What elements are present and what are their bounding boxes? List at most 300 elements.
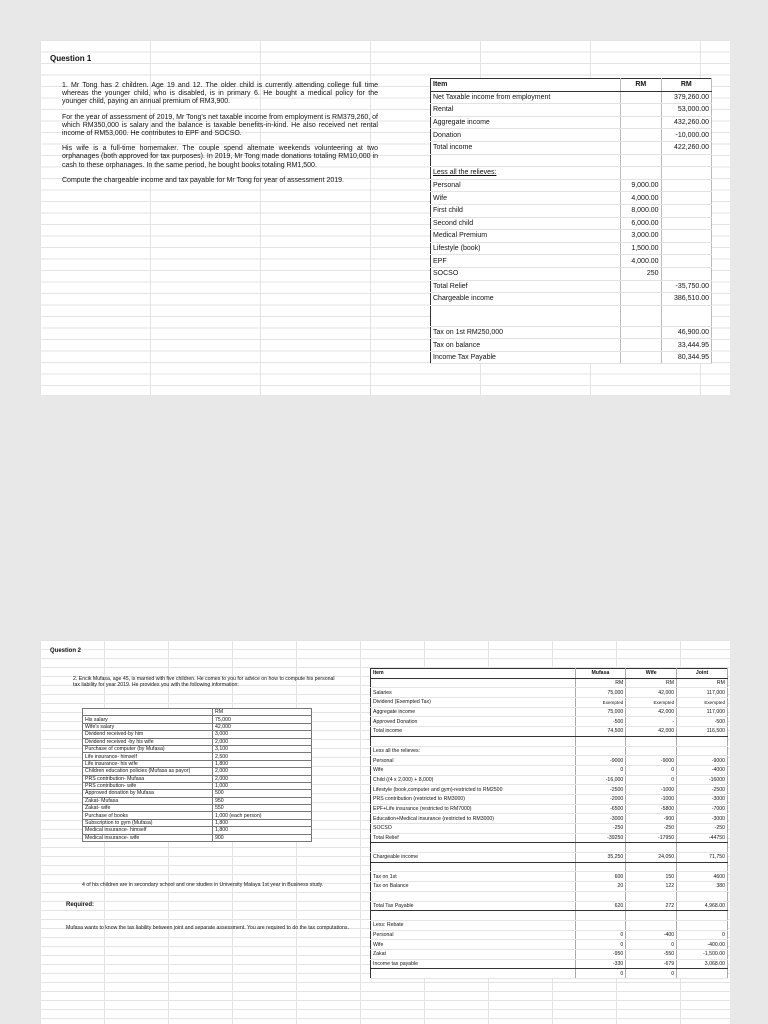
item-cell: Income tax payable	[371, 959, 576, 969]
question-1-tax-table	[430, 78, 712, 364]
item-cell: Less all the relieves:	[371, 746, 576, 756]
info-amount-cell: 2,000	[213, 775, 312, 782]
amount-cell: -400	[626, 930, 677, 940]
amount-cell: -500	[677, 717, 728, 727]
item-cell: Tax on balance	[431, 339, 621, 352]
problem-paragraph: His wife is a full-time homemaker. The couple spend alternate weekends volunteering at two orphanages (both approved for tax purposes). In 2019, Mr Tong made donations totaling RM10,000 in cash to these orphanages. In the same period, he bought books totaling RM1,500.	[62, 145, 378, 169]
amount-cell: 0	[626, 940, 677, 950]
info-amount-cell: 1,800	[213, 760, 312, 767]
question-2-intro: 2. Encik Mufasa, age 45, is married with five children. He comes to you for advice on how to compute his personal tax liability for year 2019. He provides you with the following information:	[73, 676, 335, 688]
table-row	[371, 727, 728, 737]
amount-cell	[575, 736, 626, 746]
item-cell: Chargeable income	[431, 293, 621, 306]
table-row	[371, 698, 728, 708]
amount-cell	[626, 736, 677, 746]
table-row	[371, 707, 728, 717]
table-row	[431, 104, 712, 117]
table-row	[371, 959, 728, 969]
info-amount-cell: 3,000	[213, 731, 312, 738]
item-cell: Lifestyle (book)	[431, 242, 621, 255]
info-amount-cell: RM	[213, 709, 312, 716]
amount-cell	[677, 843, 728, 853]
amount-cell: -500	[575, 717, 626, 727]
amount-cell: 33,444.95	[661, 339, 711, 352]
amount-cell: -9000	[575, 756, 626, 766]
amount-cell: 75,000	[575, 707, 626, 717]
table-row	[371, 930, 728, 940]
info-item-cell: Dividend received-by him	[83, 731, 213, 738]
info-item-cell: Dividend received -by his wife	[83, 738, 213, 745]
amount-cell: -17950	[626, 833, 677, 843]
table-row	[371, 882, 728, 892]
table-row	[431, 280, 712, 293]
amount-cell	[626, 920, 677, 930]
table-row	[371, 911, 728, 921]
item-cell: PRS contribution (restricted to RM3000)	[371, 794, 576, 804]
info-row	[83, 797, 312, 804]
amount-cell	[621, 339, 662, 352]
item-cell	[371, 969, 576, 979]
amount-cell	[661, 192, 711, 205]
header-cell: Wife	[626, 669, 677, 679]
problem-paragraph: 1. Mr Tong has 2 children. Age 19 and 12. The older child is currently attending college full time whereas the younger child, who is disabled, is in primary 6. He bought a medical policy for the younger child, paying an annual premium of RM3,900.	[62, 82, 378, 106]
amount-cell: -400.00	[677, 940, 728, 950]
item-cell: Tax on Balance	[371, 882, 576, 892]
info-amount-cell: 950	[213, 797, 312, 804]
table-row	[371, 843, 728, 853]
item-cell: Less all the relieves:	[431, 167, 621, 180]
amount-cell	[621, 293, 662, 306]
table-row	[371, 901, 728, 911]
table-row	[371, 891, 728, 901]
amount-cell: 20	[575, 882, 626, 892]
item-cell: Personal	[431, 179, 621, 192]
info-row	[83, 805, 312, 812]
table-row	[371, 736, 728, 746]
item-cell	[371, 843, 576, 853]
item-cell: Total Relief	[431, 280, 621, 293]
info-amount-cell: 1,000 (each person)	[213, 812, 312, 819]
info-item-cell: Zakat- wife	[83, 805, 213, 812]
item-cell: Chargeable income	[371, 853, 576, 863]
info-header-row	[83, 709, 312, 716]
amount-cell: 8,000.00	[621, 204, 662, 217]
table-row	[431, 154, 712, 167]
amount-cell: RM	[626, 678, 677, 688]
info-amount-cell: 3,100	[213, 745, 312, 752]
table-header-row	[371, 669, 728, 679]
amount-cell: 272	[626, 901, 677, 911]
amount-cell	[621, 91, 662, 104]
info-amount-cell: 1,000	[213, 782, 312, 789]
amount-cell: 117,000	[677, 707, 728, 717]
question-2-info-table	[82, 708, 312, 842]
info-item-cell: Zakat- Mufasa	[83, 797, 213, 804]
table-row	[431, 217, 712, 230]
table-row	[431, 351, 712, 364]
info-item-cell: PRS contribution- wife	[83, 782, 213, 789]
item-cell: SOCSO	[431, 267, 621, 280]
amount-cell: 379,260.00	[661, 91, 711, 104]
amount-cell: 42,000	[626, 688, 677, 698]
item-cell	[431, 154, 621, 167]
amount-cell: -1000	[626, 785, 677, 795]
item-cell: Total income	[371, 727, 576, 737]
table-row	[371, 678, 728, 688]
item-cell	[371, 678, 576, 688]
item-cell	[371, 891, 576, 901]
info-amount-cell: 550	[213, 805, 312, 812]
amount-cell: Exempted	[626, 698, 677, 708]
header-cell: Mufasa	[575, 669, 626, 679]
question-2-sheet	[40, 640, 730, 1024]
amount-cell: Exempted	[677, 698, 728, 708]
amount-cell: -250	[575, 824, 626, 834]
amount-cell	[621, 154, 662, 167]
question-2-required: Mufasa wants to know the tax liability between joint and separate assessment. You are required to do the tax computations.	[66, 925, 349, 931]
amount-cell: -250	[677, 824, 728, 834]
info-row	[83, 812, 312, 819]
info-row	[83, 745, 312, 752]
info-row	[83, 775, 312, 782]
item-cell: Donation	[431, 129, 621, 142]
info-amount-cell: 900	[213, 834, 312, 841]
amount-cell: -250	[626, 824, 677, 834]
table-row	[371, 688, 728, 698]
amount-cell: 42,000	[626, 707, 677, 717]
info-row	[83, 738, 312, 745]
amount-cell: -3000	[677, 794, 728, 804]
amount-cell: 75,000	[575, 688, 626, 698]
amount-cell: 3,000.00	[621, 230, 662, 243]
amount-cell	[621, 129, 662, 142]
amount-cell: 4,000.00	[621, 255, 662, 268]
info-row	[83, 790, 312, 797]
info-item-cell: Life insurance- himself	[83, 753, 213, 760]
info-row	[83, 834, 312, 841]
item-cell: Net Taxable income from employment	[431, 91, 621, 104]
question-2-tax-table	[370, 668, 728, 979]
header-cell: Item	[431, 79, 621, 92]
amount-cell: -3000	[677, 814, 728, 824]
info-amount-cell: 42,000	[213, 723, 312, 730]
item-cell: Tax on 1st	[371, 872, 576, 882]
info-row	[83, 827, 312, 834]
amount-cell: -2500	[677, 785, 728, 795]
amount-cell: 3,068.00	[677, 959, 728, 969]
amount-cell: -6500	[575, 804, 626, 814]
amount-cell: -10,000.00	[661, 129, 711, 142]
amount-cell	[677, 920, 728, 930]
item-cell: Approved Donation	[371, 717, 576, 727]
required-label: Required:	[66, 902, 95, 908]
item-cell: EPF	[431, 255, 621, 268]
info-amount-cell: 2,000	[213, 738, 312, 745]
table-row	[431, 179, 712, 192]
amount-cell: 122	[626, 882, 677, 892]
table-row	[371, 775, 728, 785]
amount-cell: -5800	[626, 804, 677, 814]
amount-cell	[621, 326, 662, 339]
amount-cell: RM	[677, 678, 728, 688]
amount-cell: 24,050	[626, 853, 677, 863]
table-row	[371, 949, 728, 959]
amount-cell: 620	[575, 901, 626, 911]
item-cell: Medical Premium	[431, 230, 621, 243]
amount-cell: 0	[575, 969, 626, 979]
table-row	[431, 192, 712, 205]
table-row	[371, 785, 728, 795]
header-cell: RM	[661, 79, 711, 92]
amount-cell: 432,260.00	[661, 116, 711, 129]
header-cell: Joint	[677, 669, 728, 679]
item-cell: Dividend (Exempted Tax)	[371, 698, 576, 708]
amount-cell: -16000	[677, 775, 728, 785]
question-2-note: 4 of his children are in secondary school and one studies in University Malaya 1st year in Business study.	[82, 882, 324, 888]
amount-cell: 0	[677, 930, 728, 940]
info-row	[83, 782, 312, 789]
amount-cell: 9,000.00	[621, 179, 662, 192]
question-1-title: Question 1	[50, 54, 92, 63]
table-row	[371, 804, 728, 814]
amount-cell: -1000	[626, 794, 677, 804]
amount-cell	[626, 843, 677, 853]
amount-cell: 35,250	[575, 853, 626, 863]
amount-cell: 71,750	[677, 853, 728, 863]
table-row	[371, 920, 728, 930]
info-item-cell: Purchase of books	[83, 812, 213, 819]
amount-cell: -35,750.00	[661, 280, 711, 293]
table-row	[431, 141, 712, 154]
item-cell: Aggregate income	[371, 707, 576, 717]
amount-cell: Exempted	[575, 698, 626, 708]
amount-cell: -900	[626, 814, 677, 824]
table-row	[371, 717, 728, 727]
table-row	[371, 862, 728, 872]
amount-cell: -3000	[575, 814, 626, 824]
amount-cell: 0	[575, 940, 626, 950]
item-cell	[431, 305, 621, 326]
amount-cell: -1,500.00	[677, 949, 728, 959]
problem-paragraph: Compute the chargeable income and tax payable for Mr Tong for year of assessment 2019.	[62, 176, 344, 184]
item-cell	[371, 911, 576, 921]
amount-cell: 46,900.00	[661, 326, 711, 339]
amount-cell	[575, 891, 626, 901]
info-amount-cell: 2,500	[213, 753, 312, 760]
amount-cell: RM	[575, 678, 626, 688]
amount-cell: 0	[575, 765, 626, 775]
amount-cell	[626, 862, 677, 872]
table-row	[371, 824, 728, 834]
table-row	[371, 814, 728, 824]
amount-cell: 0	[626, 775, 677, 785]
amount-cell	[677, 746, 728, 756]
item-cell: Zakat	[371, 949, 576, 959]
header-cell: Item	[371, 669, 576, 679]
item-cell: Income Tax Payable	[431, 351, 621, 364]
amount-cell: 150	[626, 872, 677, 882]
table-row	[371, 872, 728, 882]
item-cell: Rental	[431, 104, 621, 117]
item-cell: Wife	[371, 765, 576, 775]
info-item-cell: Wife's salary	[83, 723, 213, 730]
info-amount-cell: 1,800	[213, 819, 312, 826]
item-cell: Salaries	[371, 688, 576, 698]
amount-cell	[661, 154, 711, 167]
amount-cell	[677, 891, 728, 901]
amount-cell	[661, 230, 711, 243]
item-cell: Aggregate income	[431, 116, 621, 129]
amount-cell	[621, 141, 662, 154]
amount-cell: -330	[575, 959, 626, 969]
table-row	[371, 940, 728, 950]
question-1-sheet	[40, 40, 730, 395]
amount-cell	[677, 736, 728, 746]
amount-cell: 116,500	[677, 727, 728, 737]
amount-cell	[677, 969, 728, 979]
amount-cell	[661, 267, 711, 280]
info-amount-cell: 2,000	[213, 768, 312, 775]
item-cell	[371, 862, 576, 872]
table-row	[431, 116, 712, 129]
amount-cell: 117,000	[677, 688, 728, 698]
amount-cell	[661, 179, 711, 192]
amount-cell: -2500	[575, 785, 626, 795]
amount-cell: 4600	[677, 872, 728, 882]
table-row	[431, 242, 712, 255]
amount-cell: -16,000	[575, 775, 626, 785]
item-cell	[371, 736, 576, 746]
table-row	[371, 756, 728, 766]
amount-cell: 0	[626, 765, 677, 775]
info-item-cell: Medical insurance- himself	[83, 827, 213, 834]
item-cell: Total Relief	[371, 833, 576, 843]
info-item-cell: Subscription to gym (Mufasa)	[83, 819, 213, 826]
table-row	[431, 326, 712, 339]
amount-cell: 4,000.00	[621, 192, 662, 205]
question-2-title: Question 2	[50, 648, 82, 654]
amount-cell: 422,260.00	[661, 141, 711, 154]
amount-cell	[626, 746, 677, 756]
amount-cell: 380	[677, 882, 728, 892]
amount-cell: -550	[626, 949, 677, 959]
amount-cell: -9000	[626, 756, 677, 766]
amount-cell: 1,500.00	[621, 242, 662, 255]
amount-cell: 0	[575, 930, 626, 940]
table-row	[371, 853, 728, 863]
item-cell: Less: Rebate	[371, 920, 576, 930]
amount-cell	[575, 746, 626, 756]
amount-cell: -2000	[575, 794, 626, 804]
table-row	[431, 91, 712, 104]
item-cell: Education+Medical insurance (restricted to RM3000)	[371, 814, 576, 824]
item-cell: First child	[431, 204, 621, 217]
amount-cell: 386,510.00	[661, 293, 711, 306]
amount-cell: -7000	[677, 804, 728, 814]
amount-cell: 53,000.00	[661, 104, 711, 117]
info-item-cell: Approved donation by Mufasa	[83, 790, 213, 797]
amount-cell	[661, 242, 711, 255]
amount-cell: -950	[575, 949, 626, 959]
item-cell: Personal	[371, 756, 576, 766]
table-row	[431, 339, 712, 352]
info-item-cell: Life insurance- his wife	[83, 760, 213, 767]
amount-cell: -	[626, 717, 677, 727]
table-row	[431, 129, 712, 142]
info-amount-cell: 1,800	[213, 827, 312, 834]
item-cell: Wife	[431, 192, 621, 205]
amount-cell	[661, 217, 711, 230]
amount-cell	[575, 862, 626, 872]
amount-cell	[661, 167, 711, 180]
amount-cell: 4,968.00	[677, 901, 728, 911]
item-cell: Wife	[371, 940, 576, 950]
table-row	[371, 794, 728, 804]
amount-cell: -44750	[677, 833, 728, 843]
table-row	[371, 833, 728, 843]
amount-cell	[621, 167, 662, 180]
item-cell: Child ((4 x 2,000) + 8,000)	[371, 775, 576, 785]
info-row	[83, 731, 312, 738]
amount-cell: 6,000.00	[621, 217, 662, 230]
amount-cell	[661, 255, 711, 268]
info-row	[83, 716, 312, 723]
info-row	[83, 768, 312, 775]
amount-cell	[621, 116, 662, 129]
amount-cell	[575, 911, 626, 921]
item-cell: Personal	[371, 930, 576, 940]
table-header-row	[431, 79, 712, 92]
amount-cell	[626, 891, 677, 901]
amount-cell: 0	[626, 969, 677, 979]
item-cell: Total Tax Payable	[371, 901, 576, 911]
info-item-cell	[83, 709, 213, 716]
item-cell: Second child	[431, 217, 621, 230]
amount-cell	[575, 920, 626, 930]
info-amount-cell: 500	[213, 790, 312, 797]
amount-cell	[575, 843, 626, 853]
question-1-problem	[62, 82, 378, 192]
item-cell: Total income	[431, 141, 621, 154]
table-row	[371, 969, 728, 979]
amount-cell	[621, 351, 662, 364]
amount-cell	[621, 104, 662, 117]
info-row	[83, 819, 312, 826]
table-row	[431, 255, 712, 268]
amount-cell: -4000	[677, 765, 728, 775]
table-row	[431, 230, 712, 243]
info-amount-cell: 75,000	[213, 716, 312, 723]
info-row	[83, 760, 312, 767]
amount-cell: 74,500	[575, 727, 626, 737]
amount-cell	[677, 862, 728, 872]
header-cell: RM	[621, 79, 662, 92]
table-row	[371, 746, 728, 756]
info-item-cell: Purchase of computer (by Mufasa)	[83, 745, 213, 752]
table-row	[431, 267, 712, 280]
amount-cell	[661, 204, 711, 217]
table-row	[371, 765, 728, 775]
info-item-cell: His salary	[83, 716, 213, 723]
amount-cell: 600	[575, 872, 626, 882]
amount-cell: -39250	[575, 833, 626, 843]
problem-paragraph: For the year of assessment of 2019, Mr Tong's net taxable income from employment is RM379,260, of which RM350,000 is salary and the balance is taxable benefits-in-kind. He also received net rental income of RM53,000. He contributes to EPF and SOCSO.	[62, 113, 378, 138]
table-row	[431, 204, 712, 217]
amount-cell	[621, 280, 662, 293]
amount-cell: -679	[626, 959, 677, 969]
item-cell: Lifestyle (book,computer and gym)-restricted to RM2500	[371, 785, 576, 795]
amount-cell: 250	[621, 267, 662, 280]
